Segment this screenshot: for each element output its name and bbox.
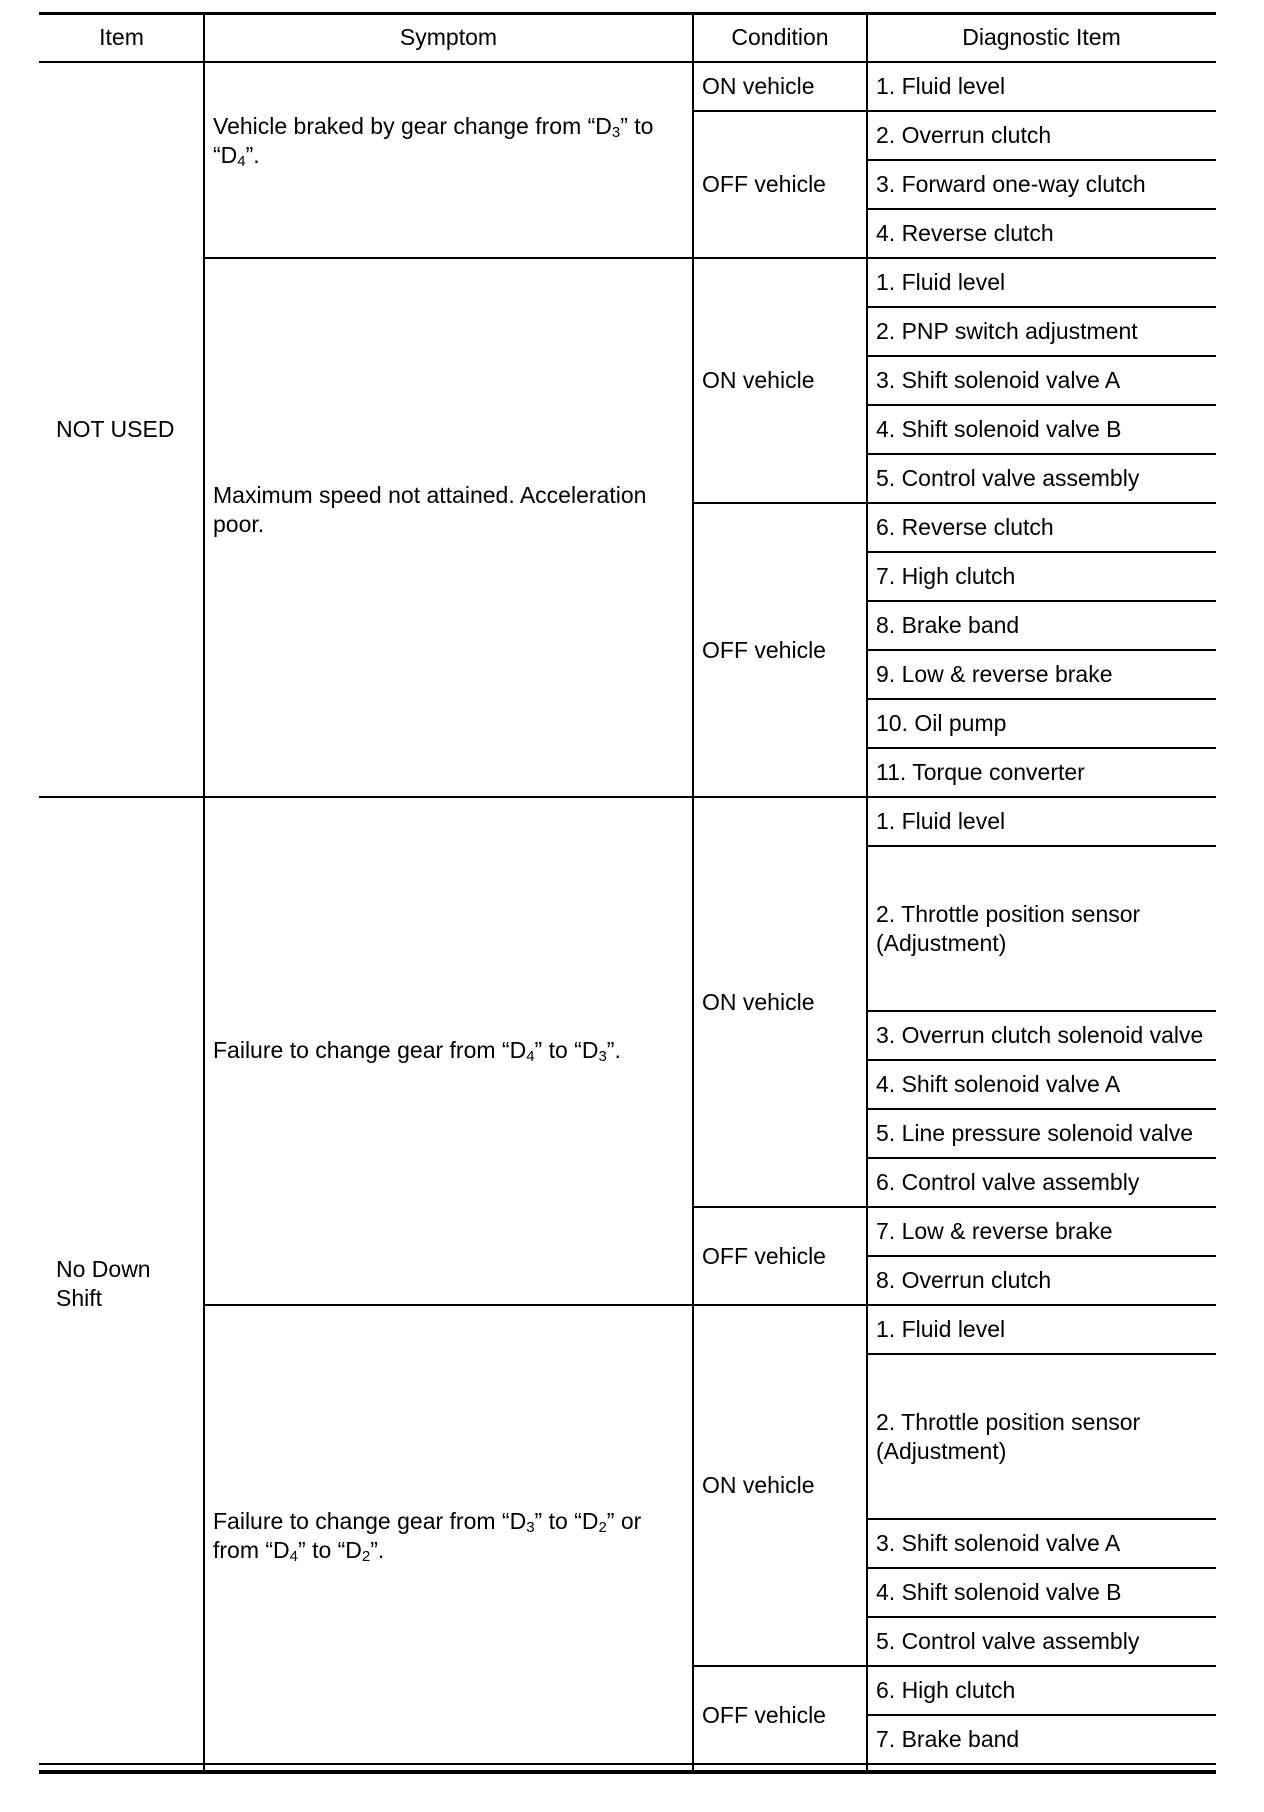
diagnostic-item-text: 4. Shift solenoid valve B <box>876 1579 1122 1605</box>
gear-subscript: 2 <box>361 1548 371 1565</box>
gear-subscript: 3 <box>598 1048 607 1065</box>
symptom-text <box>213 481 684 539</box>
symptom-text <box>213 112 684 170</box>
diagnostic-item <box>867 1666 1216 1715</box>
diagnostic-item-text: 8. Brake band <box>876 612 1020 638</box>
diagnostic-item-text: 4. Shift solenoid valve B <box>876 416 1122 442</box>
diagnostic-item-text: 4. Shift solenoid valve A <box>876 1071 1121 1097</box>
diagnostic-item-text: 2. PNP switch adjustment <box>876 318 1138 344</box>
diagnostic-item <box>867 454 1216 503</box>
table-rule <box>39 12 1216 15</box>
symptom-cell <box>204 1305 693 1764</box>
diagnostic-item <box>867 503 1216 552</box>
symptom-text-part: Maximum speed not attained. Acceleration poor. <box>213 481 647 537</box>
diagnostic-item <box>867 748 1216 797</box>
diagnostic-item-text: 5. Control valve assembly <box>876 1628 1140 1654</box>
symptom-cell <box>204 258 693 797</box>
diagnostic-item <box>867 307 1216 356</box>
gear-subscript: 4 <box>526 1048 535 1065</box>
diagnostic-item-text: 2. Throttle position sensor (Adjustment) <box>876 900 1141 956</box>
diagnostic-item-text: 1. Fluid level <box>876 73 1006 99</box>
symptom-text-part: Failure to change gear from “D <box>213 1508 527 1534</box>
symptom-text-part: ” to “D <box>213 112 654 168</box>
diagnostic-item <box>867 1354 1216 1519</box>
condition-cell <box>693 258 867 503</box>
diagnostic-item <box>867 1011 1216 1060</box>
gear-subscript: 3 <box>526 1519 535 1536</box>
condition-label: ON vehicle <box>702 367 815 393</box>
condition-label: ON vehicle <box>702 1472 815 1498</box>
diagnostic-item <box>867 111 1216 160</box>
condition-cell <box>693 1305 867 1666</box>
condition-cell <box>693 503 867 797</box>
symptom-text-part: Failure to change gear from “D <box>213 1037 527 1063</box>
diagnostic-item-text: 8. Overrun clutch <box>876 1267 1052 1293</box>
diagnostic-item <box>867 1519 1216 1568</box>
header-condition-label: Condition <box>731 23 829 50</box>
item-label: NOT USED <box>56 416 175 442</box>
diagnostic-item-text: 7. Brake band <box>876 1726 1020 1752</box>
gear-subscript: 3 <box>611 123 621 141</box>
diagnostic-item <box>867 160 1216 209</box>
diagnostic-item <box>867 699 1216 748</box>
item-label: No Down Shift <box>56 1255 151 1311</box>
diagnostic-item <box>867 62 1216 111</box>
item-cell <box>39 62 204 797</box>
diagnostic-item-text: 5. Line pressure solenoid valve <box>876 1120 1194 1146</box>
condition-label: OFF vehicle <box>702 636 826 663</box>
condition-label: ON vehicle <box>702 73 815 99</box>
symptom-text-part: ” to “D <box>534 1037 599 1063</box>
diagnostic-item-text: 1. Fluid level <box>876 808 1006 834</box>
diagnostic-item-text: 3. Shift solenoid valve A <box>876 1530 1121 1556</box>
table-rule <box>203 12 205 1772</box>
symptom-text-part: ”. <box>606 1037 621 1063</box>
diagnostic-item-text: 2. Overrun clutch <box>876 122 1052 148</box>
diagnostic-item <box>867 1568 1216 1617</box>
table-rule <box>867 1763 1216 1765</box>
diagnostic-item-text: 6. Control valve assembly <box>876 1169 1140 1195</box>
diagnostic-item <box>867 552 1216 601</box>
condition-label: OFF vehicle <box>702 1701 826 1728</box>
symptom-cell <box>204 797 693 1305</box>
diagnostic-item <box>867 1715 1216 1764</box>
diagnostic-item <box>867 1617 1216 1666</box>
diagnostic-item-text: 6. High clutch <box>876 1677 1016 1703</box>
table-rule <box>39 61 1216 63</box>
condition-label: OFF vehicle <box>702 1242 826 1269</box>
item-cell <box>39 797 169 1764</box>
diagnostic-item <box>867 405 1216 454</box>
diagnostic-item-text: 11. Torque converter <box>876 759 1085 785</box>
diagnostic-item-text: 1. Fluid level <box>876 269 1006 295</box>
symptom-text-part: ” or from “D <box>213 1508 642 1563</box>
diagnostic-item-text: 9. Low & reverse brake <box>876 661 1113 687</box>
diagnostic-item <box>867 356 1216 405</box>
diagnostic-item <box>867 846 1216 1011</box>
condition-cell <box>693 1207 867 1305</box>
symptom-text-part: ”. <box>370 1537 385 1563</box>
diagnostic-item-text: 4. Reverse clutch <box>876 220 1054 246</box>
condition-cell <box>693 797 867 1207</box>
condition-label: ON vehicle <box>702 988 815 1015</box>
symptom-text-part: Vehicle braked by gear change from “D <box>213 112 612 139</box>
diagnostic-item <box>867 1305 1216 1354</box>
gear-subscript: 2 <box>598 1519 607 1536</box>
diagnostic-item <box>867 797 1216 846</box>
table-rule <box>204 1763 693 1765</box>
diagnostic-item <box>867 1256 1216 1305</box>
diagnostic-item-text: 10. Oil pump <box>876 710 1007 736</box>
diagnostic-item <box>867 209 1216 258</box>
diagnostic-item-text: 2. Throttle position sensor (Adjustment) <box>876 1408 1141 1464</box>
symptom-cell <box>204 62 693 258</box>
condition-cell <box>693 111 867 258</box>
table-rule <box>39 1763 204 1765</box>
table-rule <box>39 1770 1216 1774</box>
diagnostic-item <box>867 650 1216 699</box>
diagnostic-item-text: 6. Reverse clutch <box>876 514 1054 540</box>
table-rule <box>692 12 694 1772</box>
gear-subscript: 4 <box>289 1548 299 1565</box>
condition-cell <box>693 1666 867 1764</box>
symptom-text-part: ” to “D <box>534 1508 599 1534</box>
diagnostic-item-text: 1. Fluid level <box>876 1316 1006 1342</box>
symptom-text <box>213 1507 684 1565</box>
diagnostic-item <box>867 601 1216 650</box>
gear-subscript: 4 <box>237 152 246 170</box>
header-diagnostic-item <box>867 12 1216 62</box>
diagnostic-item-text: 7. High clutch <box>876 563 1016 589</box>
diagnostic-item-text: 5. Control valve assembly <box>876 465 1140 491</box>
condition-label: OFF vehicle <box>702 171 826 197</box>
header-item <box>39 12 204 62</box>
diagnostic-item <box>867 1060 1216 1109</box>
diagnostic-item-text: 3. Forward one-way clutch <box>876 171 1146 197</box>
header-symptom-label: Symptom <box>399 23 498 50</box>
table-rule <box>693 1763 867 1765</box>
diagnostic-item-text: 7. Low & reverse brake <box>876 1218 1113 1244</box>
header-symptom <box>204 12 693 62</box>
diagnostic-item <box>867 258 1216 307</box>
symptom-text <box>213 1036 621 1065</box>
header-condition <box>693 12 867 62</box>
diagnostic-item <box>867 1207 1216 1256</box>
diagnostic-item-text: 3. Shift solenoid valve A <box>876 367 1121 393</box>
diagnostic-item <box>867 1158 1216 1207</box>
symptom-text-part: ” to “D <box>298 1537 362 1563</box>
condition-cell <box>693 62 867 111</box>
table-rule <box>866 12 868 1772</box>
diagnostic-item-text: 3. Overrun clutch solenoid valve <box>876 1022 1204 1048</box>
diagnostic-item <box>867 1109 1216 1158</box>
header-item-label: Item <box>99 23 144 50</box>
header-diagnostic-item-label: Diagnostic Item <box>962 23 1121 50</box>
symptom-text-part: ”. <box>245 141 260 168</box>
